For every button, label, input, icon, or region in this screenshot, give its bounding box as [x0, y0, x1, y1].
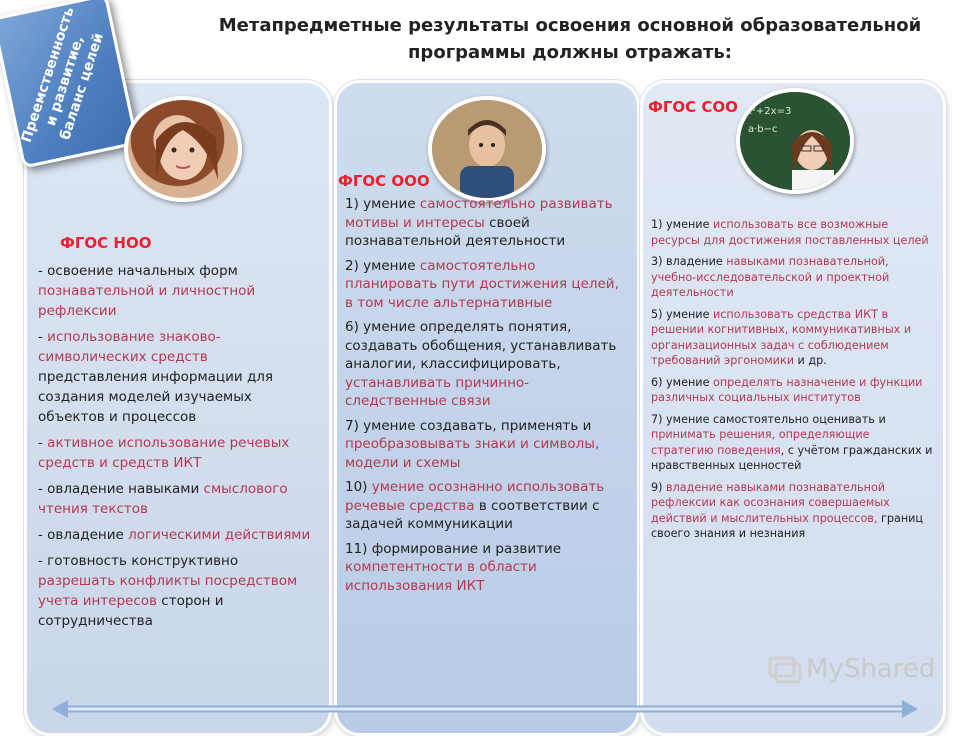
result-highlight: принимать решения, определяющие стратегию поведения: [651, 428, 870, 457]
title-line-2: программы должны отражать:: [408, 42, 732, 63]
watermark-logo: [768, 652, 935, 686]
result-text: 9): [651, 480, 667, 494]
result-item: [38, 433, 316, 473]
result-text: - освоение начальных форм: [38, 263, 238, 279]
result-text: 7) умение самостоятельно оценивать и: [651, 412, 886, 426]
myshared-logo-icon: [768, 652, 802, 686]
result-highlight: смыслового чтения текстов: [38, 481, 288, 517]
result-text: сторон и сотрудничества: [38, 593, 224, 629]
result-highlight: самостоятельно планировать пути достижения целей, в том числе альтернативные: [345, 257, 619, 311]
result-text: представления информации для создания моделей изучаемых объектов и процессов: [38, 369, 274, 425]
result-item: [345, 540, 629, 596]
fgos-soo-label: ФГОС СОО: [648, 98, 738, 116]
result-item: [345, 318, 629, 411]
result-text: 6) умение: [651, 375, 714, 389]
noo-results-list: [38, 261, 316, 637]
result-text: 2) умение: [345, 257, 420, 274]
result-text: 10): [345, 479, 372, 495]
result-item: [651, 217, 934, 248]
result-item: [651, 307, 934, 369]
result-text: границ своего знания и незнания: [651, 511, 924, 540]
result-highlight: определять назначение и функции различных социальных институтов: [651, 375, 923, 404]
result-item: [38, 261, 316, 321]
result-item: [651, 375, 934, 406]
result-text: - овладение навыками: [38, 481, 204, 497]
title-line-1: Метапредметные результаты освоения основной образовательной: [218, 15, 922, 36]
result-highlight: устанавливать причинно-следственные связи: [345, 374, 530, 409]
boy-photo: [428, 96, 546, 202]
result-text: -: [38, 435, 48, 451]
page-title: [190, 12, 950, 66]
ooo-results-list: [345, 195, 629, 601]
result-item: [38, 551, 316, 631]
result-text: -: [38, 329, 48, 345]
teacher-photo-icon: [740, 92, 850, 190]
result-text: в соответствии с задачей коммуникации: [345, 497, 600, 532]
result-highlight: самостоятельно развивать мотивы и интересы: [345, 196, 613, 231]
watermark-text: MyShared: [806, 654, 936, 684]
result-item: [651, 412, 934, 474]
soo-results-list: [651, 217, 934, 548]
result-text: - готовность конструктивно: [38, 553, 239, 569]
result-highlight: преобразовывать знаки и символы, модели и схемы: [345, 436, 600, 471]
result-text: , с учётом гражданских и нравственных ценностей: [651, 443, 933, 472]
result-highlight: логическими действиями: [128, 527, 311, 543]
girl-photo: [124, 96, 242, 202]
result-text: 6) умение определять понятия, создавать обобщения, устанавливать аналогии, классифицировать,: [345, 319, 617, 372]
result-item: [345, 257, 629, 313]
result-text: 1) умение: [651, 218, 714, 231]
result-text: своей познавательной деятельности: [345, 214, 566, 249]
result-text: 11) формирование и развитие: [345, 540, 562, 557]
boy-photo-icon: [432, 100, 542, 198]
result-item: [38, 327, 316, 427]
teacher-photo: [736, 88, 854, 194]
fgos-noo-label: ФГОС НОО: [60, 234, 152, 252]
girl-photo-icon: [128, 100, 238, 198]
result-highlight: активное использование речевых средств и средств ИКТ: [38, 435, 290, 471]
result-item: [651, 254, 934, 301]
result-text: 3) владение: [651, 255, 727, 268]
result-item: [38, 479, 316, 519]
result-item: [38, 525, 316, 545]
svg-text:a·b−c: a·b−c: [748, 124, 778, 135]
result-text: 1) умение: [345, 196, 420, 212]
result-text: 7) умение создавать, применять и: [345, 417, 592, 434]
topic-badge: [0, 0, 139, 169]
badge-text: Преемственность и развитие, баланс целей: [18, 5, 107, 145]
result-highlight: умение осознанно использовать речевые средства: [345, 479, 605, 514]
result-highlight: использовать все возможные ресурсы для достижения поставленных целей: [651, 218, 929, 247]
result-text: и др.: [797, 354, 827, 367]
result-highlight: познавательной и личностной рефлексии: [38, 283, 256, 319]
fgos-ooo-label: ФГОС ООО: [338, 172, 430, 190]
result-text: - овладение: [38, 527, 129, 543]
svg-text:x²+2x=3: x²+2x=3: [746, 106, 792, 117]
result-highlight: разрешать конфликты посредством учета интересов: [38, 573, 298, 609]
result-item: [345, 417, 629, 473]
result-text: 5) умение: [651, 307, 714, 321]
result-highlight: использование знаково-символических средств: [38, 329, 221, 365]
result-item: [345, 195, 629, 251]
result-item: [345, 478, 629, 534]
result-item: [651, 480, 934, 542]
result-highlight: использовать средства ИКТ в решении когнитивных, коммуникативных и организационных задач с соблюдением требований эргономики: [651, 307, 912, 367]
double-arrow-icon: [50, 698, 920, 720]
result-highlight: владение навыками познавательной рефлексии как осознания совершаемых действий и мыслительных процессов,: [651, 480, 890, 525]
result-highlight: навыками познавательной, учебно-исследовательской и проектной деятельности: [651, 255, 890, 299]
result-highlight: компетентности в области использования ИКТ: [345, 559, 537, 594]
